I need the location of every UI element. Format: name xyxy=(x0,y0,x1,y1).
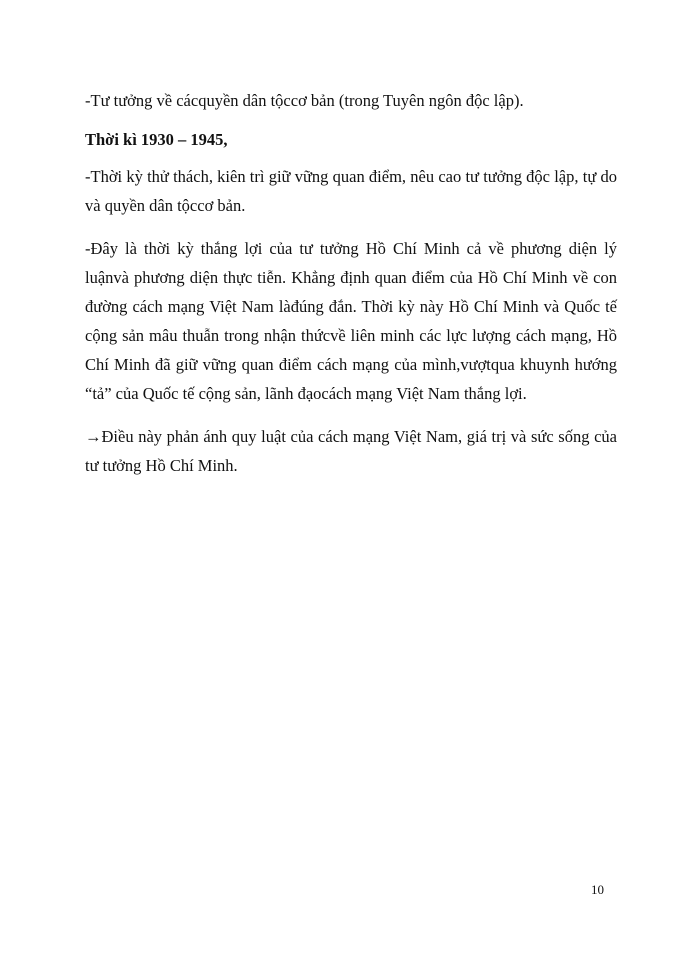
page-number: 10 xyxy=(591,882,604,897)
section-heading-1930-1945: Thời kì 1930 – 1945, xyxy=(85,130,228,149)
paragraph-trial-period: -Thời kỳ thử thách, kiên trì giữ vững quan điểm, nêu cao tư tưởng độc lập, tự do và quyền dân tộccơ bản. xyxy=(85,167,617,215)
document-body xyxy=(85,86,617,494)
paragraph-rights-idea: -Tư tưởng về cácquyền dân tộccơ bản (trong Tuyên ngôn độc lập). xyxy=(85,91,524,110)
paragraph-conclusion: →Điều này phản ánh quy luật của cách mạng Việt Nam, giá trị và sức sống của tư tưởng Hồ Chí Minh. xyxy=(85,427,617,475)
paragraph-victory-period: -Đây là thời kỳ thắng lợi của tư tưởng Hồ Chí Minh cả về phương diện lý luậnvà phương diện thực tiễn. Khẳng định quan điểm của Hồ Chí Minh về con đường cách mạng Việt Nam làđúng đắn. Thời kỳ này Hồ Chí Minh và Quốc tế cộng sản mâu thuẫn trong nhận thứcvề liên minh các lực lượng cách mạng, Hồ Chí Minh đã giữ vững quan điểm cách mạng của mình,vượtqua khuynh hướng “tả” của Quốc tế cộng sản, lãnh đạocách mạng Việt Nam thắng lợi. xyxy=(85,239,617,403)
